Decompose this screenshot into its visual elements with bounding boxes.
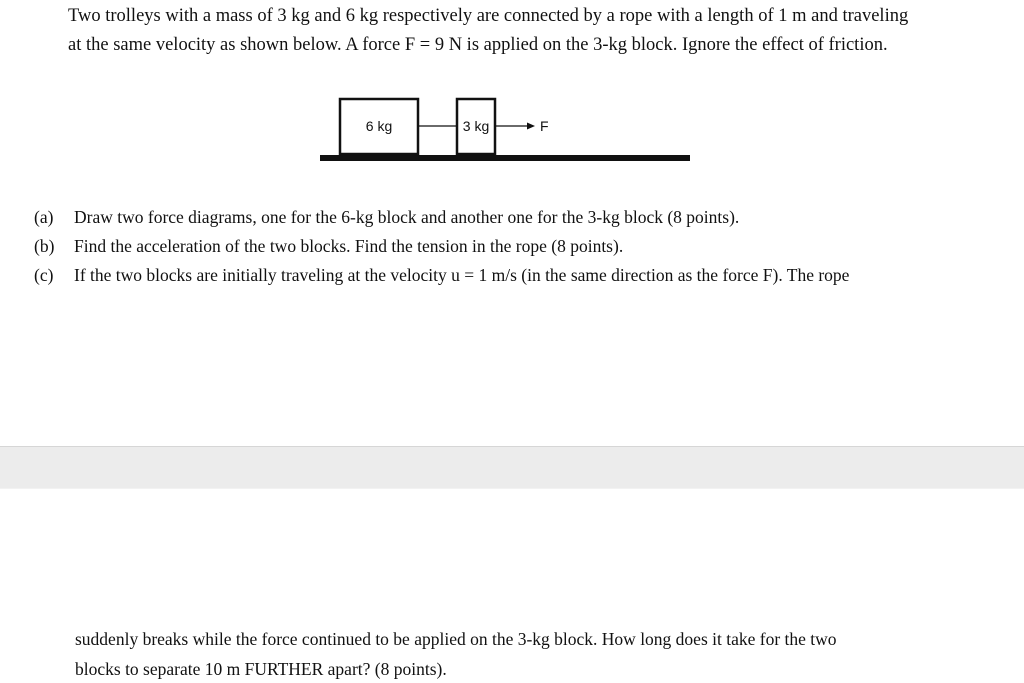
question-a	[34, 203, 739, 232]
question-b-text: Find the acceleration of the two blocks. Find the tension in the rope (8 points).	[74, 236, 624, 256]
question-a-label: (a)	[34, 207, 54, 227]
continuation-line-1: suddenly breaks while the force continued to be applied on the 3-kg block. How long does it take for the two	[75, 629, 837, 649]
question-c-text: If the two blocks are initially traveling at the velocity u = 1 m/s (in the same direction as the force F). The rope	[74, 265, 850, 285]
question-b-label: (b)	[34, 236, 55, 256]
page-break-divider	[0, 446, 1024, 489]
question-a-text: Draw two force diagrams, one for the 6-kg block and another one for the 3-kg block (8 points).	[74, 207, 740, 227]
question-c-continuation	[75, 624, 837, 683]
question-c-label: (c)	[34, 265, 54, 285]
intro-line-1: Two trolleys with a mass of 3 kg and 6 kg respectively are connected by a rope with a length of 1 m and traveling	[68, 6, 909, 26]
trolley-diagram	[0, 0, 1024, 200]
question-c	[34, 261, 849, 290]
question-b	[34, 232, 623, 261]
force-label: F	[540, 118, 549, 134]
continuation-line-2: blocks to separate 10 m FURTHER apart? (8 points).	[75, 659, 447, 679]
force-arrowhead-icon	[527, 123, 535, 130]
block-6kg-label: 6 kg	[365, 118, 393, 134]
block-3kg-label: 3 kg	[462, 118, 490, 134]
intro-line-2: at the same velocity as shown below. A force F = 9 N is applied on the 3-kg block. Ignore the effect of friction.	[68, 35, 888, 55]
ground-surface	[320, 155, 690, 161]
